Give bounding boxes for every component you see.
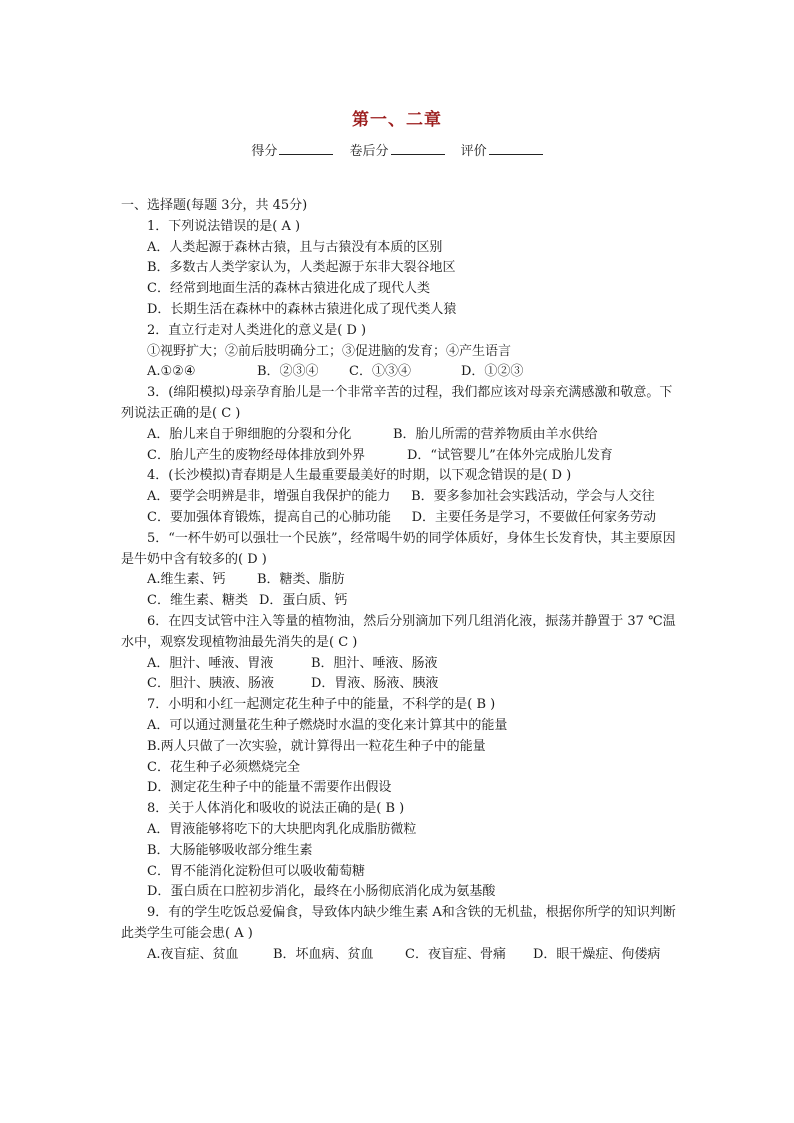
post-test-score-blank [391, 142, 445, 155]
question-option: C．经常到地面生活的森林古猿进化成了现代人类 [147, 281, 430, 297]
question-option: B．胆汁、唾液、肠液 [311, 655, 438, 671]
question-option: A．人类起源于森林古猿，且与古猿没有本质的区别 [147, 239, 443, 255]
question-statements: ①视野扩大；②前后肢明确分工；③促进脑的发育；④产生语言 [147, 343, 512, 359]
question-option: A．胎儿来自于卵细胞的分裂和分化 [147, 426, 352, 442]
question-stem: 2．直立行走对人类进化的意义是( D ) [147, 322, 367, 338]
question-option: A.维生素、钙 [147, 572, 226, 588]
question-option: B.两人只做了一次实验，就计算得出一粒花生种子中的能量 [147, 738, 486, 754]
question-option: D．蛋白质在口腔初步消化，最终在小肠彻底消化成为氨基酸 [147, 884, 496, 900]
score-blank [279, 142, 333, 155]
question-option: B．胎儿所需的营养物质由羊水供给 [393, 426, 598, 442]
question-options-row [121, 446, 677, 467]
question-option: A．要学会明辨是非，增强自我保护的能力 [147, 489, 391, 505]
question-options-row [121, 654, 677, 675]
question-options-row [121, 591, 677, 612]
question-stem: 8．关于人体消化和吸收的说法正确的是( B ) [147, 801, 405, 817]
question-option: D．“试管婴儿”在体外完成胎儿发育 [407, 447, 613, 463]
question-option: C．夜盲症、骨痛 [405, 946, 506, 962]
page-title: 第一、二章 [352, 110, 442, 130]
question-option: C．胃不能消化淀粉但可以吸收葡萄糖 [147, 863, 365, 879]
question-stem: 6．在四支试管中注入等量的植物油，然后分别滴加下列几组消化液，振荡并静置于 37 ℃温水中，观察发现植物油最先消失的是( C ) [121, 613, 676, 650]
question-options-row [121, 570, 677, 591]
question-options-row [121, 425, 677, 446]
question-option: C．要加强体育锻炼，提高自己的心肺功能 [147, 509, 391, 525]
question-stem: 1．下列说法错误的是( A ) [147, 218, 301, 234]
question-option: D．测定花生种子中的能量不需要作出假设 [147, 780, 392, 796]
question-option: D．①②③ [461, 364, 524, 380]
question-option: B．多数古人类学家认为，人类起源于东非大裂谷地区 [147, 260, 456, 276]
evaluation-blank [489, 142, 543, 155]
question-option: D．蛋白质、钙 [259, 593, 348, 609]
question-options-row [121, 674, 677, 695]
question-option: B．糖类、脂肪 [257, 572, 345, 588]
question-options-row [121, 487, 677, 508]
question-option: B．②③④ [257, 364, 319, 380]
question-option: D．胃液、肠液、胰液 [311, 676, 439, 692]
post-test-score-field: 卷后分 [349, 140, 444, 159]
question-option: D．主要任务是学习，不要做任何家务劳动 [411, 509, 657, 525]
question-stem: 4．(长沙模拟)青春期是人生最重要最美好的时期，以下观念错误的是( D ) [147, 468, 572, 484]
question-option: A.①②④ [147, 364, 196, 380]
question-option: C．胎儿产生的废物经母体排放到外界 [147, 447, 365, 463]
question-option: A．可以通过测量花生种子燃烧时水温的变化来计算其中的能量 [147, 717, 508, 733]
question-options-row [121, 508, 677, 529]
question-option: B．坏血病、贫血 [273, 946, 374, 962]
question-option: D．长期生活在森林中的森林古猿进化成了现代类人猿 [147, 301, 457, 317]
score-row [0, 140, 794, 159]
question-option: C．胆汁、胰液、肠液 [147, 676, 274, 692]
question-options-row [121, 362, 677, 383]
question-option: B．大肠能够吸收部分维生素 [147, 842, 313, 858]
question-option: A.夜盲症、贫血 [147, 946, 239, 962]
question-option: C．花生种子必须燃烧完全 [147, 759, 300, 775]
question-stem: 3．(绵阳模拟)母亲孕育胎儿是一个非常辛苦的过程，我们都应该对母亲充满感激和敬意。下列说法正确的是( C ) [121, 385, 673, 421]
question-stem: 9．有的学生吃饭总爱偏食，导致体内缺少维生素 A和含铁的无机盐，根据你所学的知识判断此类学生可能会患( A ) [121, 905, 676, 941]
question-option: C．维生素、糖类 [147, 593, 248, 609]
section-heading: 一、选择题(每题 3分，共 45分) [121, 198, 308, 213]
question-option: B．要多参加社会实践活动，学会与人交往 [411, 489, 655, 505]
score-field: 得分 [251, 140, 333, 159]
question-option: C．①③④ [349, 364, 411, 380]
question-options-row [121, 945, 677, 966]
evaluation-field: 评价 [461, 140, 543, 159]
question-stem: 7．小明和小红一起测定花生种子中的能量，不科学的是( B ) [147, 697, 496, 713]
question-option: A．胃液能够将吃下的大块肥肉乳化成脂肪微粒 [147, 821, 417, 837]
question-stem: 5．“一杯牛奶可以强壮一个民族”，经常喝牛奶的同学体质好，身体生长发育快，其主要原因是牛奶中含有较多的( D ) [121, 530, 676, 567]
question-option: A．胆汁、唾液、胃液 [147, 655, 274, 671]
question-list [121, 196, 677, 965]
question-option: D．眼干燥症、佝偻病 [533, 946, 661, 962]
